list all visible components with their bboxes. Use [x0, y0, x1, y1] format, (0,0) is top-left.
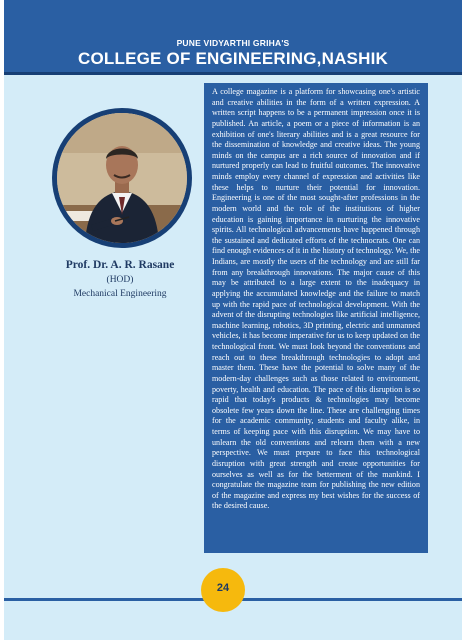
header-divider	[4, 72, 462, 75]
magazine-page	[4, 0, 462, 640]
profile-photo-frame	[52, 108, 192, 248]
profile-department: Mechanical Engineering	[73, 289, 167, 299]
profile-name: Prof. Dr. A. R. Rasane	[65, 259, 175, 271]
person-photo-icon	[57, 113, 187, 243]
page-header	[4, 0, 462, 72]
college-name: COLLEGE OF ENGINEERING,NASHIK	[78, 49, 388, 68]
profile-designation: (HOD)	[106, 275, 134, 285]
organization-name: PUNE VIDYARTHI GRIHA'S	[176, 38, 290, 48]
page-number-badge: 24	[201, 568, 245, 612]
message-panel	[204, 83, 428, 553]
message-text: A college magazine is a platform for showcasing one's artistic and creative abilities in the form of a written expression. A written script happens to be a permanent impression once it is published. An article, a poem or a piece of information is an exhibition of one's literary abilities and is a great resource for the dissemination of knowledge and creative ideas. The young minds on the campus are a rich source of innovation and if nurtured properly can lead to fruitful outcomes. The innovative minds employ every channel of expression and activities like these helps to nurture their potential for innovation. Engineering is one of the most sought-after professions in the modern world and the role of the institutions of higher education is gaining importance in nurturing the innovative spirits. All technological advancements have happened through the sustained and dedicated efforts of the technocrats. One can find enough evidences of it in the history of technology. We, the Indians, are mostly the users of the technology and are still far from any breakthrough innovations. The major cause of this may be attributed to a large extent to the inadequacy in applying the accumulated knowledge and the failure to match up with the rapid pace of technological development. With the advent of the disrupting technologies like artificial intelligence, machine learning, robotics, 3D printing, electric and unmanned vehicles, it has become imperative for us to keep updated on the technological front. We must look beyond the conventions and reach out to these breakthrough technologies to adopt and master them. These have the potential to solve many of the modern-day challenges such as those related to environment, poverty, health and education. The pace of this disruption is so rapid that today's products & technologies may become obsolete few years down the line. These are challenging times for the academic community, students and faculty alike, in terms of keeping pace with this disruption. We may have to unlearn the old conventions and relearn them with a new perspective. We must prepare to face this technological disruption with great strength and create opportunities for ourselves as well as for the betterment of the mankind. I congratulate the magazine team for publishing the new edition of the magazine and express my best wishes for the success of the desired cause.	[212, 87, 420, 511]
